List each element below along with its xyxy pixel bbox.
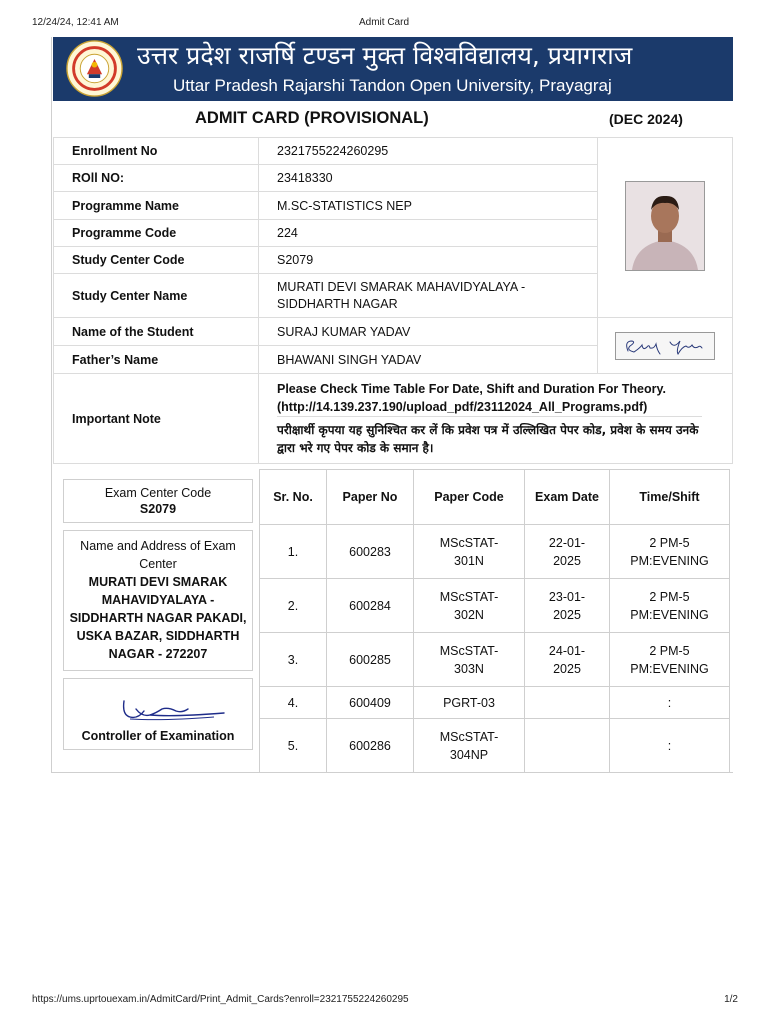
exam-center-code-value: S2079: [139, 502, 177, 516]
father-name-value: BHAWANI SINGH YADAV: [259, 346, 598, 374]
row-paper-no: 600283: [327, 525, 414, 579]
controller-label: Controller of Examination: [81, 729, 235, 743]
exam-details-section: [53, 465, 733, 771]
exam-center-address-box: [63, 530, 253, 671]
enrollment-value: 2321755224260295: [259, 138, 598, 165]
person-photo-icon: [626, 182, 704, 270]
admit-card: [51, 37, 733, 773]
row-exam-date: [525, 687, 610, 719]
exam-center-address-label: Name and Address of Exam Center: [80, 539, 236, 571]
row-time-shift: 2 PM-5 PM:EVENING: [610, 633, 730, 687]
row-paper-no: 600285: [327, 633, 414, 687]
info-row-enrollment: [54, 138, 733, 165]
university-name-english: Uttar Pradesh Rajarshi Tandon Open University, Prayagraj: [173, 76, 612, 95]
header-exam-date: Exam Date: [525, 470, 610, 525]
info-row-student-name: [54, 318, 733, 346]
row-paper-code: PGRT-03: [414, 687, 525, 719]
header-sr-no: Sr. No.: [260, 470, 327, 525]
study-center-name-label: Study Center Name: [54, 274, 259, 318]
important-note-hindi: परीक्षार्थी कृपया यह सुनिश्चित कर लें कि प्रवेश पत्र में उल्लिखित पेपर कोड, प्रवेश के समय उनके द्वारा भरे गए पेपर कोड के समान है।: [277, 416, 702, 463]
row-time-shift: :: [610, 719, 730, 773]
row-sr: 3.: [260, 633, 327, 687]
row-sr: 5.: [260, 719, 327, 773]
study-center-code-value: S2079: [259, 247, 598, 274]
programme-name-label: Programme Name: [54, 192, 259, 220]
print-footer: [0, 994, 768, 1008]
study-center-code-label: Study Center Code: [54, 247, 259, 274]
row-exam-date: 22-01-2025: [525, 525, 610, 579]
table-row: [260, 579, 730, 633]
table-row: [260, 687, 730, 719]
roll-value: 23418330: [259, 165, 598, 192]
table-row: [260, 719, 730, 773]
father-name-label: Father’s Name: [54, 346, 259, 374]
card-title: ADMIT CARD (PROVISIONAL): [195, 109, 429, 127]
row-exam-date: 23-01-2025: [525, 579, 610, 633]
row-exam-date: 24-01-2025: [525, 633, 610, 687]
card-title-row: [53, 101, 733, 138]
programme-code-label: Programme Code: [54, 220, 259, 247]
roll-label: ROll NO:: [54, 165, 259, 192]
university-name-hindi: उत्तर प्रदेश राजर्षि टण्डन मुक्त विश्वविद्यालय, प्रयागराज: [137, 41, 633, 70]
controller-signature-icon: [64, 679, 252, 729]
programme-code-value: 224: [259, 220, 598, 247]
student-signature: [615, 332, 715, 360]
student-name-value: SURAJ KUMAR YADAV: [259, 318, 598, 346]
print-url: https://ums.uprtouexam.in/AdmitCard/Print_Admit_Cards?enroll=2321755224260295: [32, 994, 409, 1005]
table-row: [260, 633, 730, 687]
important-note-label: Important Note: [54, 374, 259, 464]
row-sr: 2.: [260, 579, 327, 633]
controller-box: [63, 678, 253, 750]
row-paper-no: 600409: [327, 687, 414, 719]
study-center-name-value: MURATI DEVI SMARAK MAHAVIDYALAYA - SIDDHARTH NAGAR: [259, 274, 598, 318]
header-paper-no: Paper No: [327, 470, 414, 525]
exam-center-code-label: Exam Center Code: [104, 486, 212, 500]
signature-icon: [616, 333, 714, 359]
row-paper-code: MScSTAT-304NP: [414, 719, 525, 773]
student-info-table: [53, 137, 733, 464]
papers-header-row: [260, 470, 730, 525]
print-page-number: 1/2: [724, 994, 738, 1005]
important-note-cell: [259, 374, 733, 464]
row-time-shift: 2 PM-5 PM:EVENING: [610, 579, 730, 633]
row-sr: 4.: [260, 687, 327, 719]
programme-name-value: M.SC-STATISTICS NEP: [259, 192, 598, 220]
info-row-important-note: [54, 374, 733, 464]
row-time-shift: 2 PM-5 PM:EVENING: [610, 525, 730, 579]
exam-session: (DEC 2024): [609, 111, 683, 127]
row-paper-code: MScSTAT-303N: [414, 633, 525, 687]
row-paper-code: MScSTAT-302N: [414, 579, 525, 633]
photo-cell: [598, 138, 733, 318]
print-header: [0, 17, 768, 31]
student-name-label: Name of the Student: [54, 318, 259, 346]
header-paper-code: Paper Code: [414, 470, 525, 525]
row-paper-no: 600286: [327, 719, 414, 773]
print-title: Admit Card: [358, 17, 409, 28]
print-datetime: 12/24/24, 12:41 AM: [32, 17, 119, 28]
enrollment-label: Enrollment No: [54, 138, 259, 165]
signature-cell: [598, 318, 733, 374]
row-time-shift: :: [610, 687, 730, 719]
university-banner: [53, 37, 733, 101]
student-photo: [625, 181, 705, 271]
header-time-shift: Time/Shift: [610, 470, 730, 525]
university-logo-icon: [66, 40, 123, 97]
row-paper-no: 600284: [327, 579, 414, 633]
row-sr: 1.: [260, 525, 327, 579]
row-exam-date: [525, 719, 610, 773]
papers-table: [259, 469, 730, 773]
exam-center-address-value: MURATI DEVI SMARAK MAHAVIDYALAYA - SIDDHARTH NAGAR PAKADI, USKA BAZAR, SIDDHARTH NAGAR - 272207: [69, 575, 247, 661]
exam-center-code-box: [63, 479, 253, 523]
important-note-english: Please Check Time Table For Date, Shift and Duration For Theory. (http://14.139.237.190/upload_pdf/23112024_All_Programs.pdf): [277, 382, 666, 414]
table-row: [260, 525, 730, 579]
row-paper-code: MScSTAT-301N: [414, 525, 525, 579]
exam-center-column: [63, 479, 253, 757]
